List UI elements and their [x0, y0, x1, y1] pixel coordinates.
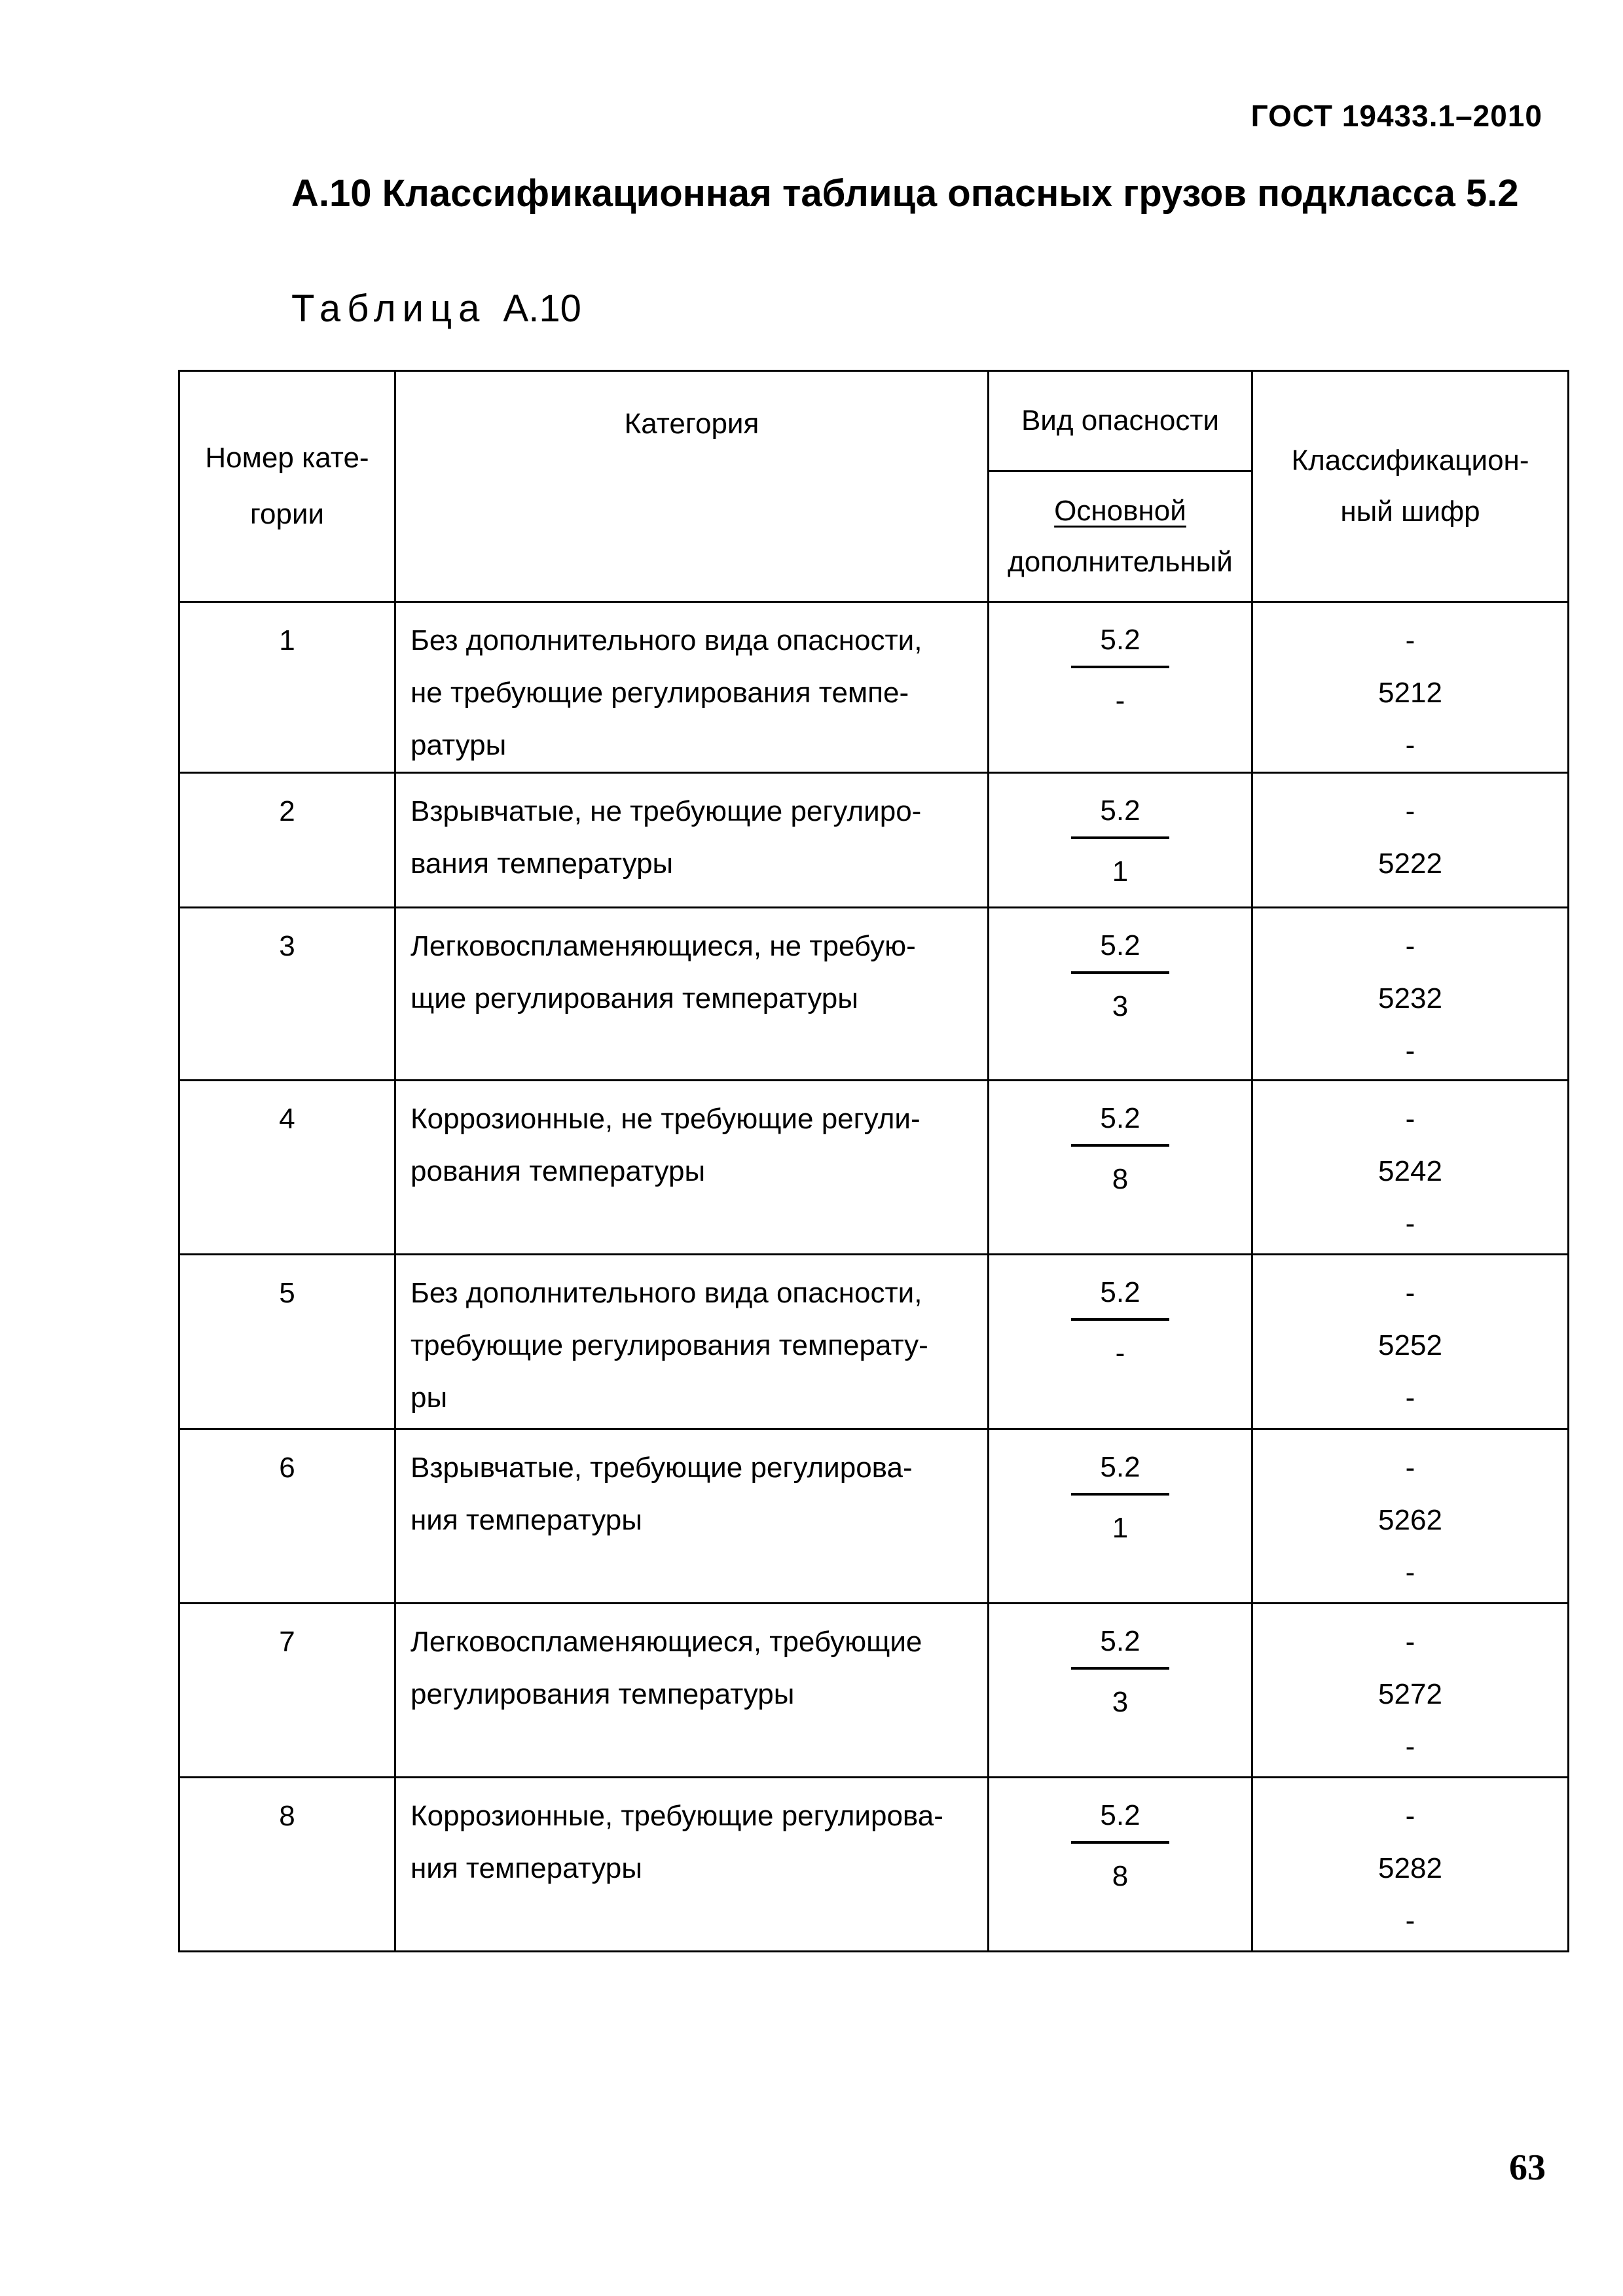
category-line: рования температуры [410, 1155, 706, 1188]
hazard-additional: 3 [1112, 1685, 1129, 1718]
category-line: не требующие регулирования темпе- [410, 677, 909, 709]
code-line: 5252 [1378, 1329, 1442, 1362]
cell-classification-code [1252, 602, 1569, 773]
category-line: Легковоспламеняющиеся, требующие [410, 1625, 922, 1658]
cell-category-number: 7 [179, 1603, 395, 1777]
cell-category-number: 3 [179, 908, 395, 1081]
cell-hazard-type [989, 1081, 1252, 1255]
table-row [179, 773, 1569, 908]
code-line: - [1405, 1382, 1415, 1414]
cell-category [395, 1081, 989, 1255]
hazard-primary: 5.2 [1071, 1267, 1169, 1321]
table-row [179, 1777, 1569, 1951]
header-code-line2: ный шифр [1340, 495, 1480, 528]
code-line: 5232 [1378, 982, 1442, 1015]
hazard-additional: 1 [1112, 1511, 1129, 1544]
cell-category-number: 4 [179, 1081, 395, 1255]
header-hazard-additional: дополнительный [1008, 545, 1233, 578]
hazard-additional: 8 [1112, 1859, 1129, 1892]
code-line: 5222 [1378, 848, 1442, 880]
code-line: 5262 [1378, 1503, 1442, 1536]
code-line: - [1405, 1035, 1415, 1067]
cell-hazard-type [989, 773, 1252, 908]
hazard-fraction [1071, 1093, 1169, 1212]
cell-hazard-type [989, 1777, 1252, 1951]
cell-category-number: 8 [179, 1777, 395, 1951]
code-line: - [1405, 1103, 1415, 1136]
hazard-fraction [1071, 920, 1169, 1039]
cell-category [395, 773, 989, 908]
code-line: - [1405, 1277, 1415, 1310]
header-category: Категория [395, 371, 989, 602]
code-line: - [1405, 1904, 1415, 1937]
category-line: ры [410, 1382, 448, 1414]
hazard-primary: 5.2 [1071, 615, 1169, 668]
cell-classification-code [1252, 908, 1569, 1081]
hazard-primary: 5.2 [1071, 1442, 1169, 1496]
cell-hazard-type [989, 1255, 1252, 1429]
cell-classification-code [1252, 1603, 1569, 1777]
header-classification-code [1252, 371, 1569, 602]
table-row [179, 1081, 1569, 1255]
code-line: 5242 [1378, 1155, 1442, 1188]
code-line: - [1405, 1556, 1415, 1588]
cell-classification-code [1252, 1081, 1569, 1255]
hazard-additional: 3 [1112, 990, 1129, 1023]
cell-category [395, 1777, 989, 1951]
code-line: - [1405, 1799, 1415, 1832]
code-line: - [1405, 729, 1415, 761]
hazard-primary: 5.2 [1071, 920, 1169, 974]
table-row [179, 1603, 1569, 1777]
hazard-additional: 1 [1112, 855, 1129, 888]
cell-category [395, 602, 989, 773]
category-line: регулирования температуры [410, 1677, 795, 1710]
category-line: Коррозионные, не требующие регули- [410, 1103, 921, 1136]
cell-classification-code [1252, 1429, 1569, 1603]
cell-category-number: 2 [179, 773, 395, 908]
hazard-additional: - [1115, 685, 1125, 717]
table-caption-word: Таблица [291, 287, 486, 330]
table-caption-number: А.10 [503, 287, 581, 330]
hazard-fraction [1071, 1790, 1169, 1909]
category-line: щие регулирования температуры [410, 982, 858, 1015]
section-title: А.10 Классификационная таблица опасных грузов подкласса 5.2 [291, 172, 1519, 215]
cell-hazard-type [989, 602, 1252, 773]
cell-category [395, 1255, 989, 1429]
header-code-line1: Классификацион- [1291, 444, 1529, 476]
cell-category [395, 1429, 989, 1603]
category-line: ратуры [410, 729, 507, 761]
category-line: Без дополнительного вида опасности, [410, 1277, 922, 1310]
table-row [179, 602, 1569, 773]
cell-hazard-type [989, 908, 1252, 1081]
hazard-classification-table [178, 370, 1569, 1952]
category-line: ния температуры [410, 1503, 642, 1536]
cell-hazard-type [989, 1603, 1252, 1777]
code-line: - [1405, 930, 1415, 963]
header-number-line2: гории [249, 498, 325, 530]
code-line: - [1405, 624, 1415, 656]
header-category-number [179, 371, 395, 602]
hazard-additional: - [1115, 1337, 1125, 1370]
code-line: - [1405, 1730, 1415, 1763]
category-line: Коррозионные, требующие регулирова- [410, 1799, 943, 1832]
table-row [179, 1255, 1569, 1429]
hazard-primary: 5.2 [1071, 1616, 1169, 1670]
document-code: ГОСТ 19433.1–2010 [1250, 99, 1542, 133]
hazard-primary: 5.2 [1071, 1093, 1169, 1147]
hazard-fraction [1071, 1267, 1169, 1386]
header-number-line1: Номер кате- [205, 442, 369, 474]
hazard-additional: 8 [1112, 1163, 1129, 1196]
code-line: 5212 [1378, 677, 1442, 709]
table-row [179, 908, 1569, 1081]
cell-category [395, 908, 989, 1081]
page-number: 63 [1509, 2147, 1546, 2188]
category-line: Взрывчатые, не требующие регулиро- [410, 795, 922, 828]
hazard-fraction [1071, 615, 1169, 734]
hazard-primary: 5.2 [1071, 785, 1169, 839]
cell-classification-code [1252, 1255, 1569, 1429]
cell-category [395, 1603, 989, 1777]
code-line: - [1405, 1208, 1415, 1240]
code-line: - [1405, 1451, 1415, 1484]
category-line: Без дополнительного вида опасности, [410, 624, 922, 656]
table-caption [291, 287, 581, 331]
category-line: Легковоспламеняющиеся, не требую- [410, 930, 916, 963]
category-line: требующие регулирования температу- [410, 1329, 928, 1362]
category-line: Взрывчатые, требующие регулирова- [410, 1451, 913, 1484]
header-hazard-type: Вид опасности [989, 371, 1252, 471]
cell-category-number: 1 [179, 602, 395, 773]
hazard-fraction [1071, 1442, 1169, 1561]
code-line: - [1405, 1625, 1415, 1658]
cell-category-number: 6 [179, 1429, 395, 1603]
code-line: 5282 [1378, 1852, 1442, 1884]
cell-hazard-type [989, 1429, 1252, 1603]
cell-classification-code [1252, 1777, 1569, 1951]
header-hazard-subtypes [989, 471, 1252, 602]
hazard-fraction [1071, 785, 1169, 905]
table-row [179, 1429, 1569, 1603]
code-line: 5272 [1378, 1677, 1442, 1710]
category-line: ния температуры [410, 1852, 642, 1884]
category-line: вания температуры [410, 848, 674, 880]
hazard-fraction [1071, 1616, 1169, 1735]
cell-category-number: 5 [179, 1255, 395, 1429]
hazard-primary: 5.2 [1071, 1790, 1169, 1844]
header-hazard-primary: Основной [1054, 494, 1186, 527]
cell-classification-code [1252, 773, 1569, 908]
code-line: - [1405, 795, 1415, 828]
